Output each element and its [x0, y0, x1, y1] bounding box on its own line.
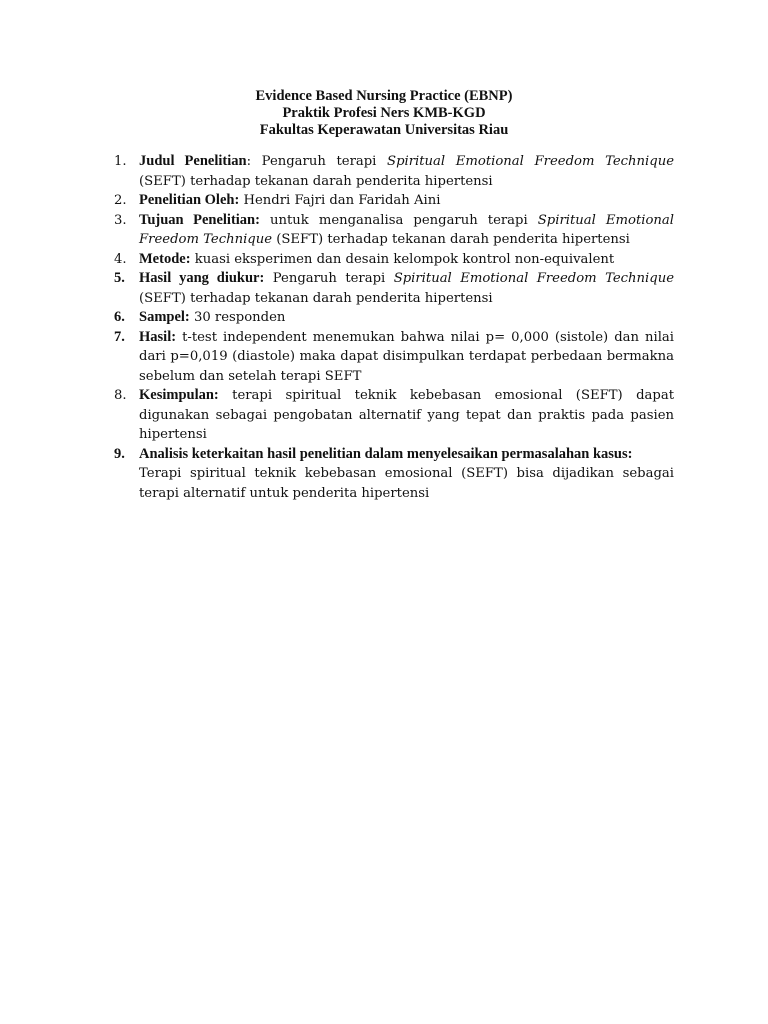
item-text: (SEFT) terhadap tekanan darah penderita hipertensi	[139, 290, 493, 306]
item-text: terapi spiritual teknik kebebasan emosional (SEFT) dapat digunakan sebagai pengobatan alternatif yang tepat dan praktis pada pasien hipertensi	[139, 388, 674, 442]
item-italic-text: Spiritual Emotional Freedom Technique	[387, 154, 675, 169]
item-number: 6.	[114, 309, 125, 325]
item-number: 7.	[114, 328, 125, 345]
item-text: untuk menganalisa pengaruh terapi	[259, 212, 538, 228]
item-penelitian-oleh	[108, 191, 674, 211]
item-text: (SEFT) terhadap tekanan darah penderita hipertensi	[139, 173, 493, 189]
item-number: 2.	[114, 193, 127, 208]
header-subtitle: Praktik Profesi Ners KMB-KGD	[282, 105, 486, 121]
item-text: 30 responden	[189, 310, 286, 325]
item-label: Kesimpulan:	[139, 387, 219, 403]
header-title: Evidence Based Nursing Practice (EBNP)	[255, 88, 513, 104]
item-number: 5.	[114, 270, 125, 286]
item-tujuan-penelitian	[108, 211, 674, 250]
header-institution: Fakultas Keperawatan Universitas Riau	[259, 122, 509, 138]
item-text: (SEFT) terhadap tekanan darah penderita hipertensi	[272, 232, 630, 247]
item-sampel	[108, 308, 674, 328]
item-label: Penelitian Oleh:	[139, 192, 240, 208]
item-text: Terapi spiritual teknik kebebasan emosional (SEFT) bisa dijadikan sebagai terapi alternatif untuk penderita hipertensi	[139, 466, 674, 501]
item-analisis-keterkaitan	[108, 445, 674, 504]
item-hasil-yang-diukur	[108, 269, 674, 308]
item-italic-text: Spiritual Emotional Freedom Technique	[393, 271, 674, 286]
item-label: Judul Penelitian	[139, 153, 247, 169]
item-kesimpulan	[108, 386, 674, 445]
item-label: Sampel:	[139, 309, 190, 325]
item-text: Pengaruh terapi	[264, 271, 394, 286]
item-metode	[108, 250, 674, 270]
item-number: 1.	[114, 154, 127, 169]
item-number: 8.	[114, 388, 127, 403]
item-label: Metode:	[139, 250, 191, 267]
item-italic-text: Spiritual Emotional Freedom Technique	[139, 212, 674, 247]
document-header	[0, 88, 768, 139]
item-text: t-test independent menemukan bahwa nilai p= 0,000 (sistole) dan nilai dari p=0,019 (diastole) maka dapat disimpulkan terdapat perbedaan bermakna sebelum dan setelah terapi SEFT	[139, 329, 674, 384]
item-text: kuasi eksperimen dan desain kelompok kontrol non-equivalent	[190, 251, 615, 267]
item-number: 3.	[114, 212, 127, 228]
item-label: Hasil yang diukur:	[139, 270, 265, 286]
item-hasil	[108, 328, 674, 387]
item-text: Hendri Fajri dan Faridah Aini	[239, 193, 441, 208]
item-number: 9.	[114, 445, 125, 462]
item-number: 4.	[114, 251, 127, 267]
ebnp-item-list	[108, 152, 674, 503]
item-label: Hasil:	[139, 328, 177, 345]
item-text: : Pengaruh terapi	[246, 154, 388, 169]
item-judul-penelitian	[108, 152, 674, 191]
item-label: Analisis keterkaitan hasil penelitian dalam menyelesaikan permasalahan kasus:	[139, 445, 633, 462]
item-label: Tujuan Penelitian:	[139, 211, 260, 228]
